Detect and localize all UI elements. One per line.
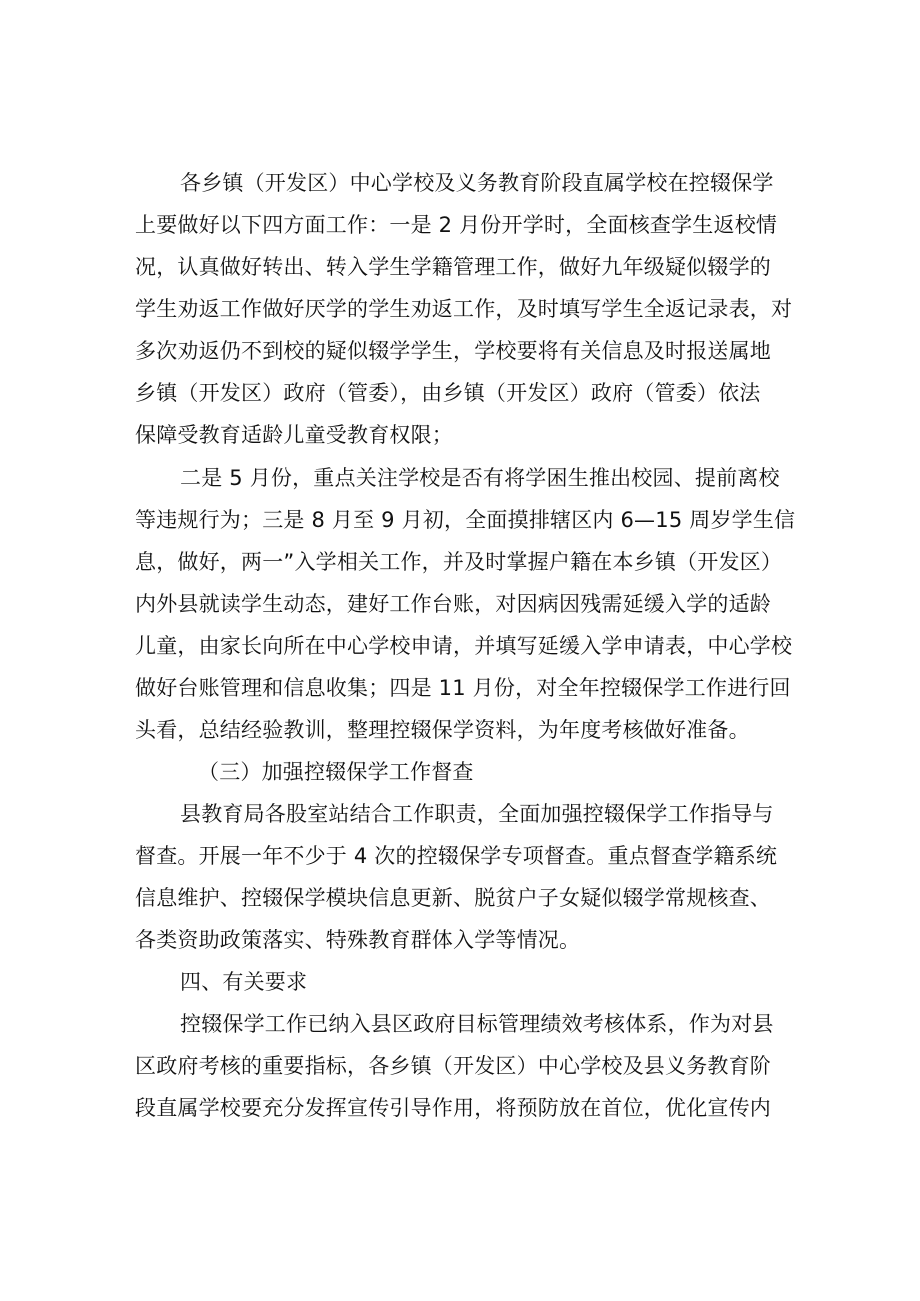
paragraph-line: 况，认真做好转出、转入学生学籍管理工作，做好九年级疑似辍学的 (135, 255, 771, 279)
paragraph-line: 学生劝返工作做好厌学的学生劝返工作，及时填写学生全返记录表，对 (135, 297, 793, 321)
paragraph-line: 保障受教育适龄儿童受教育权限； (135, 423, 453, 447)
paragraph-line: 段直属学校要充分发挥宣传引导作用，将预防放在首位，优化宣传内 (135, 1096, 771, 1120)
paragraph-line: 息，做好，两一”入学相关工作，并及时掌握户籍在本乡镇（开发区） (135, 550, 783, 574)
paragraph-line: 头看，总结经验教训，整理控辍保学资料，为年度考核做好准备。 (135, 718, 750, 742)
paragraph-line: 内外县就读学生动态，建好工作台账，对因病因残需延缓入学的适龄 (135, 592, 771, 616)
paragraph-line: 多次劝返仍不到校的疑似辍学学生，学校要将有关信息及时报送属地 (135, 339, 771, 363)
paragraph-line: 做好台账管理和信息收集；四是 11 月份，对全年控辍保学工作进行回 (135, 676, 791, 700)
paragraph-line: 控辍保学工作已纳入县区政府目标管理绩效考核体系，作为对县 (180, 1012, 774, 1036)
paragraph-line: 二是 5 月份，重点关注学校是否有将学困生推出校园、提前离校 (180, 466, 780, 490)
paragraph-line: 各乡镇（开发区）中心学校及义务教育阶段直属学校在控辍保学 (180, 171, 774, 195)
paragraph-line: 各类资助政策落实、特殊教育群体入学等情况。 (135, 928, 581, 952)
paragraph-line: 乡镇（开发区）政府（管委），由乡镇（开发区）政府（管委）依法 (135, 381, 761, 405)
paragraph-line: 督查。开展一年不少于 4 次的控辍保学专项督查。重点督查学籍系统 (135, 844, 778, 868)
paragraph-line: 儿童，由家长向所在中心学校申请，并填写延缓入学申请表，中心学校 (135, 634, 793, 658)
paragraph-line: 信息维护、控辍保学模块信息更新、脱贫户子女疑似辍学常规核查、 (135, 886, 771, 910)
section-heading: （三）加强控辍保学工作督查 (198, 760, 474, 784)
paragraph-line: 区政府考核的重要指标，各乡镇（开发区）中心学校及县义务教育阶 (135, 1054, 771, 1078)
paragraph-line: 县教育局各股室站结合工作职责，全面加强控辍保学工作指导与 (180, 802, 774, 826)
paragraph-line: 等违规行为；三是 8 月至 9 月初，全面摸排辖区内 6—15 周岁学生信 (135, 508, 795, 532)
section-heading: 四、有关要求 (180, 970, 308, 994)
paragraph-line: 上要做好以下四方面工作：一是 2 月份开学时，全面核查学生返校情 (135, 213, 778, 237)
